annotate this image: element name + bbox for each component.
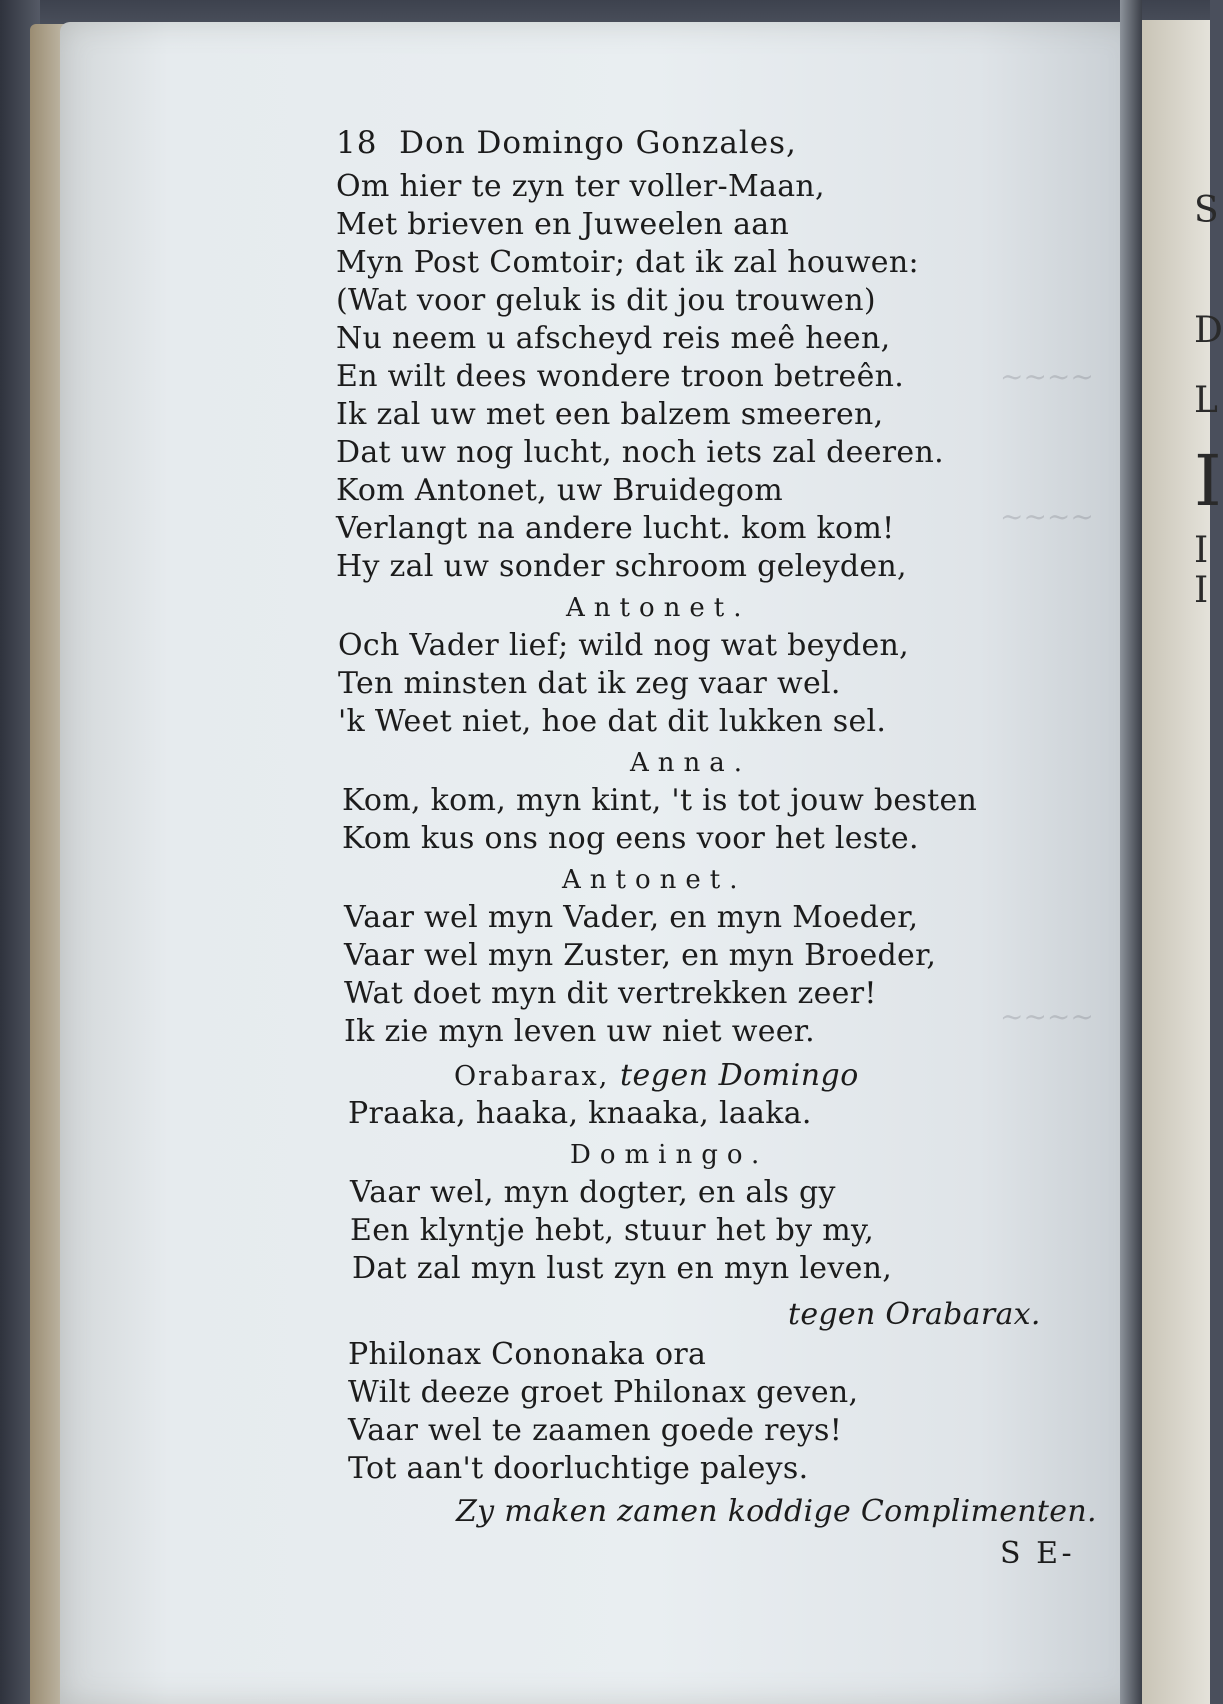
verse-line: Tot aan't doorluchtige paleys.: [348, 1451, 809, 1486]
verse-line: Vaar wel myn Vader, en myn Moeder,: [344, 900, 919, 935]
verse-line: Praaka, haaka, knaaka, laaka.: [348, 1096, 812, 1131]
verse-line: Ik zie myn leven uw niet weer.: [344, 1014, 815, 1049]
verse-line: Vaar wel, myn dogter, en als gy: [350, 1175, 836, 1210]
speaker-name: Orabarax,: [454, 1061, 610, 1092]
verse-line: Om hier te zyn ter voller-Maan,: [336, 169, 825, 204]
facing-page-fragment: I: [1194, 530, 1209, 571]
verse-line: Vaar wel te zaamen goede reys!: [348, 1413, 843, 1448]
show-through: ~~~~: [1000, 1000, 1094, 1033]
verse-line: Och Vader lief; wild nog wat beyden,: [338, 628, 909, 663]
verse-line: Met brieven en Juweelen aan: [336, 207, 790, 242]
page-number: 18: [336, 125, 378, 161]
verse-line: Philonax Cononaka ora: [348, 1337, 707, 1372]
verse-line: Myn Post Comtoir; dat ik zal houwen:: [336, 245, 919, 280]
verse-line: Een klyntje hebt, stuur het by my,: [350, 1213, 875, 1248]
speaker-antonet: Antonet.: [562, 865, 747, 895]
stage-direction: Zy maken zamen koddige Complimenten.: [456, 1494, 1097, 1529]
speaker-anna: Anna.: [630, 748, 752, 778]
verse-line: Kom, kom, myn kint, 't is tot jouw besten: [342, 783, 978, 818]
verse-line: Wilt deeze groet Philonax geven,: [348, 1375, 859, 1410]
verse-line: Ik zal uw met een balzem smeeren,: [336, 397, 884, 432]
verse-line: Hy zal uw sonder schroom geleyden,: [336, 549, 907, 584]
stage-direction: tegen Orabarax.: [788, 1297, 1041, 1332]
verse-line: Dat zal myn lust zyn en myn leven,: [352, 1251, 893, 1286]
facing-page-fragment: D: [1194, 310, 1223, 351]
verse-line: Dat uw nog lucht, noch iets zal deeren.: [336, 435, 944, 470]
verse-line: Verlangt na andere lucht. kom kom!: [336, 511, 895, 546]
show-through: ~~~~: [1000, 500, 1094, 533]
verse-line: Vaar wel myn Zuster, en myn Broeder,: [344, 938, 937, 973]
verse-line: Ten minsten dat ik zeg vaar wel.: [338, 666, 841, 701]
verse-line: Kom kus ons nog eens voor het leste.: [342, 821, 919, 856]
speaker-domingo: Domingo.: [570, 1140, 769, 1170]
speaker-orabarax: [454, 1058, 859, 1095]
running-head: [336, 125, 797, 161]
verse-line: 'k Weet niet, hoe dat dit lukken sel.: [338, 704, 887, 739]
facing-page-fragment: L: [1194, 380, 1218, 421]
facing-page-fragment: I: [1194, 440, 1222, 522]
verse-line: En wilt dees wondere troon betreên.: [336, 359, 905, 394]
catchword: S E-: [1000, 1536, 1075, 1571]
show-through: ~~~~: [1000, 360, 1094, 393]
stage-direction: tegen Domingo: [619, 1058, 859, 1093]
facing-page-fragment: I: [1194, 570, 1209, 611]
speaker-antonet: Antonet.: [566, 593, 751, 623]
facing-page-fragment: S: [1194, 190, 1219, 231]
running-title: Don Domingo Gonzales,: [399, 125, 797, 161]
verse-line: Kom Antonet, uw Bruidegom: [336, 473, 783, 508]
verse-line: Nu neem u afscheyd reis meê heen,: [336, 321, 891, 356]
verse-line: Wat doet myn dit vertrekken zeer!: [344, 976, 877, 1011]
verse-line: (Wat voor geluk is dit jou trouwen): [336, 283, 876, 318]
